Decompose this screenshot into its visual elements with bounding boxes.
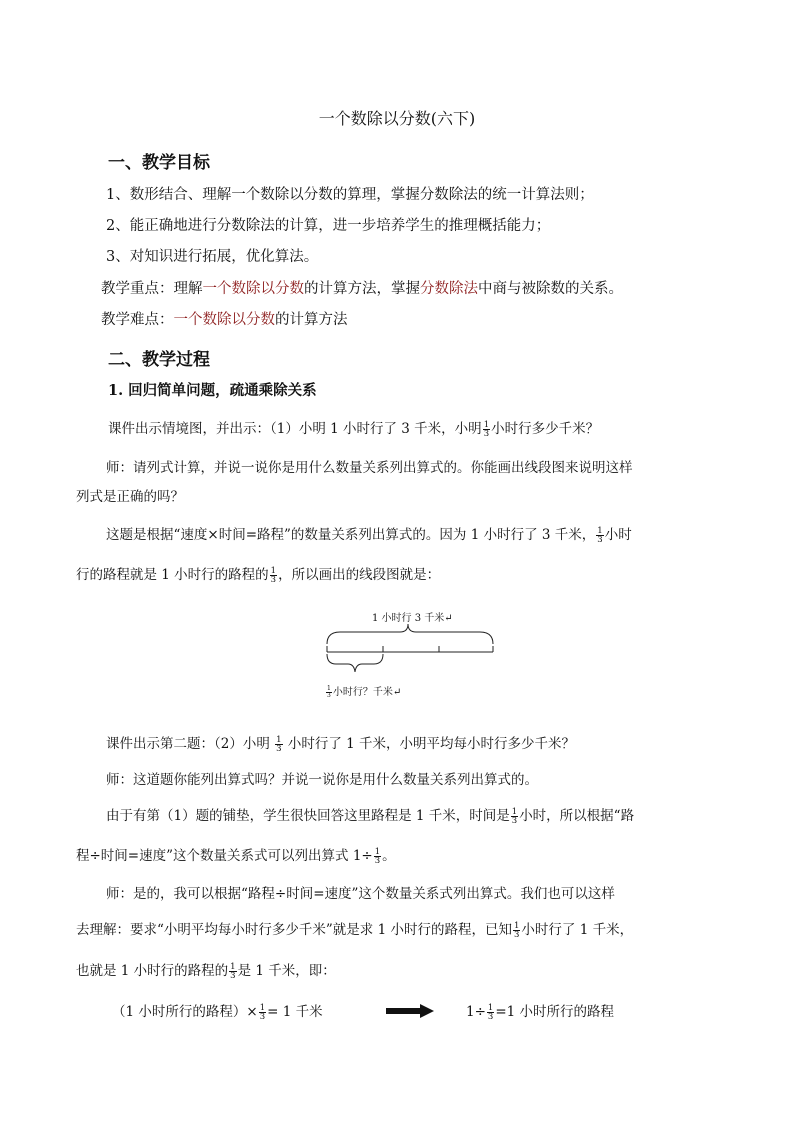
fraction-one-third: $\frac{1}{3}$ [259, 1003, 266, 1022]
key-point-term-1: 一个数除以分数 [202, 281, 304, 297]
question-2: 课件出示第二题：（2）小明 $\frac{1}{3}$ 小时行了 1 千米，小明平均每小时行多少千米？ [106, 735, 576, 754]
subsection-1-heading: 1. 回归简单问题，疏通乘除关系 [108, 382, 317, 399]
equation-left: （1 小时所行的路程）× $\frac{1}{3}$ = 1 千米 [112, 1003, 323, 1022]
explanation-1-line1: 这题是根据“速度×时间=路程”的数量关系列出算式的。因为 1 小时行了 3 千米， $\frac{1}{3}$ 小时 [106, 526, 632, 545]
fraction-one-third: $\frac{1}{3}$ [513, 921, 520, 940]
objective-3: 3、对知识进行拓展，优化算法。 [106, 249, 319, 265]
fraction-one-third: $\frac{1}{3}$ [487, 1003, 494, 1022]
fraction-one-third: $\frac{1}{3}$ [270, 566, 277, 585]
line-segment-diagram [320, 618, 500, 684]
equation-right: 1÷ $\frac{1}{3}$ =1 小时所行的路程 [466, 1003, 615, 1022]
explanation-2-line2: 程÷时间=速度”这个数量关系式可以列出算式 1÷ $\frac{1}{3}$ 。 [76, 847, 396, 866]
key-point: 教学重点：理解一个数除以分数的计算方法，掌握分数除法中商与被除数的关系。 [101, 281, 623, 297]
teacher-prompt-2: 师：这道题你能列出算式吗？并说一说你是用什么数量关系列出算式的。 [106, 772, 538, 788]
question-1: 课件出示情境图，并出示：（1）小明 1 小时行了 3 千米，小明 $\frac{1}{3}$ 小时行多少千米？ [108, 420, 600, 439]
difficulty-term: 一个数除以分数 [173, 312, 275, 328]
fraction-one-third: $\frac{1}{3}$ [597, 526, 603, 545]
teacher-prompt-3-line2: 去理解：要求“小明平均每小时行多少千米”就是求 1 小时行的路程，已知 $\frac{1}{3}$ 小时行了 1 千米， [76, 921, 634, 940]
teacher-prompt-1-line1: 师：请列式计算，并说一说你是用什么数量关系列出算式的。你能画出线段图来说明这样 [106, 460, 633, 476]
key-point-term-2: 分数除法 [420, 281, 478, 297]
difficulty: 教学难点：一个数除以分数的计算方法 [101, 312, 348, 328]
fraction-one-third: $\frac{1}{3}$ [276, 735, 282, 754]
bottom-brace [327, 654, 383, 672]
fraction-one-third: $\frac{1}{3}$ [327, 685, 331, 699]
section1-heading: 一、教学目标 [108, 153, 210, 173]
explanation-2-line1: 由于有第（1）题的铺垫，学生很快回答这里路程是 1 千米，时间是 $\frac{1}{3}$ 小时，所以根据“路 [106, 807, 635, 826]
top-brace [327, 624, 493, 644]
page-title: 一个数除以分数(六下) [318, 109, 476, 128]
right-arrow-icon [386, 1004, 434, 1018]
teacher-prompt-3-line3: 也就是 1 小时行的路程的 $\frac{1}{3}$ 是 1 千米，即： [76, 962, 336, 981]
diagram-bottom-label: $\frac{1}{3}$ 小时行？千米↵ [327, 685, 402, 699]
explanation-1-line2: 行的路程就是 1 小时行的路程的 $\frac{1}{3}$ ，所以画出的线段图就是： [76, 566, 441, 585]
fraction-one-third: $\frac{1}{3}$ [374, 847, 381, 866]
fraction-one-third: $\frac{1}{3}$ [483, 420, 490, 439]
section2-heading: 二、教学过程 [108, 350, 210, 370]
objective-1: 1、数形结合、理解一个数除以分数的算理，掌握分数除法的统一计算法则； [106, 187, 594, 203]
objective-2: 2、能正确地进行分数除法的计算，进一步培养学生的推理概括能力； [106, 218, 551, 234]
teacher-prompt-3-line1: 师：是的，我可以根据“路程÷时间=速度”这个数量关系式列出算式。我们也可以这样 [106, 886, 615, 902]
fraction-one-third: $\frac{1}{3}$ [511, 807, 518, 826]
fraction-one-third: $\frac{1}{3}$ [230, 962, 236, 981]
diagram-top-label: 1 小时行 3 千米↵ [372, 613, 453, 624]
teacher-prompt-1-line2: 列式是正确的吗？ [76, 489, 184, 505]
